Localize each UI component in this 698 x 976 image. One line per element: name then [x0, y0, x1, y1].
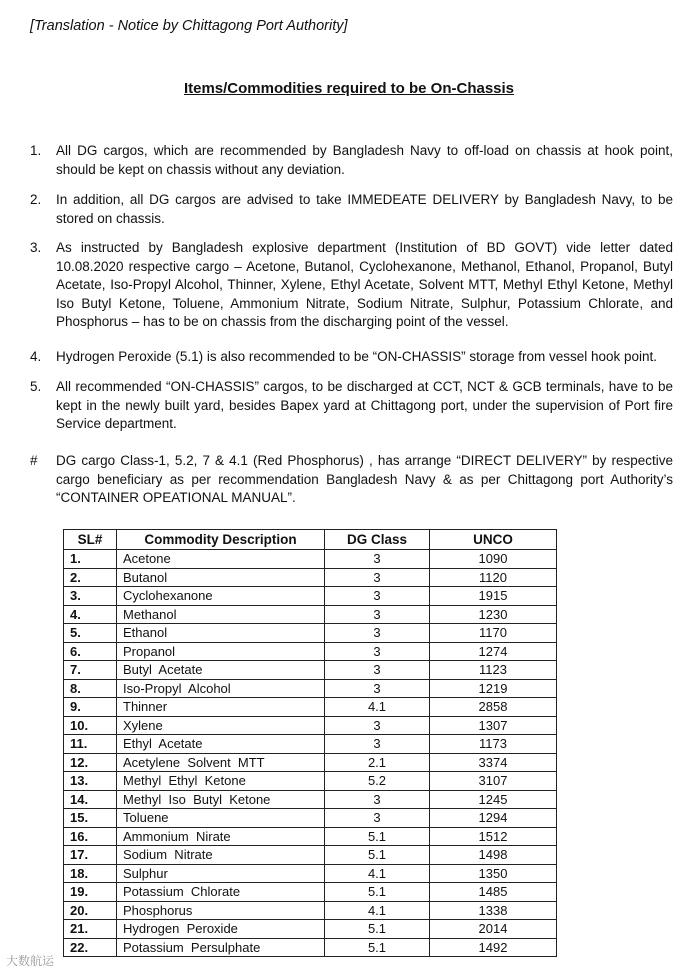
- cell-description: Cyclohexanone: [117, 587, 325, 606]
- commodity-table: [63, 529, 557, 957]
- cell-sl: 8.: [64, 679, 117, 698]
- cell-dg-class: 3: [325, 735, 430, 754]
- table-row: [64, 661, 557, 680]
- cell-unco: 1498: [430, 846, 557, 865]
- cell-dg-class: 5.1: [325, 846, 430, 865]
- table-row: [64, 735, 557, 754]
- cell-sl: 7.: [64, 661, 117, 680]
- cell-dg-class: 3: [325, 642, 430, 661]
- cell-unco: 1512: [430, 827, 557, 846]
- table-row: [64, 846, 557, 865]
- list-item: [30, 378, 673, 434]
- cell-unco: 1230: [430, 605, 557, 624]
- table-row: [64, 809, 557, 828]
- table-row: [64, 550, 557, 569]
- cell-description: Butyl Acetate: [117, 661, 325, 680]
- cell-description: Hydrogen Peroxide: [117, 920, 325, 939]
- cell-unco: 2858: [430, 698, 557, 717]
- cell-dg-class: 4.1: [325, 864, 430, 883]
- translation-note: [Translation - Notice by Chittagong Port Authority]: [30, 18, 348, 34]
- cell-description: Butanol: [117, 568, 325, 587]
- cell-unco: 1219: [430, 679, 557, 698]
- cell-unco: 1294: [430, 809, 557, 828]
- list-item: [30, 142, 673, 179]
- cell-unco: 1274: [430, 642, 557, 661]
- table-row: [64, 698, 557, 717]
- item-text: In addition, all DG cargos are advised to take IMMEDEATE DELIVERY by Bangladesh Navy, to be stored on chassis.: [56, 192, 673, 226]
- cell-sl: 1.: [64, 550, 117, 569]
- cell-sl: 18.: [64, 864, 117, 883]
- cell-description: Potassium Persulphate: [117, 938, 325, 957]
- cell-sl: 5.: [64, 624, 117, 643]
- cell-description: Acetone: [117, 550, 325, 569]
- cell-sl: 4.: [64, 605, 117, 624]
- document-title: Items/Commodities required to be On-Chassis: [183, 80, 515, 97]
- item-text: Hydrogen Peroxide (5.1) is also recommended to be “ON-CHASSIS” storage from vessel hook point.: [56, 349, 658, 364]
- item-number: #: [30, 453, 38, 468]
- cell-dg-class: 5.1: [325, 920, 430, 939]
- cell-unco: 1350: [430, 864, 557, 883]
- item-number: 2.: [30, 192, 42, 207]
- cell-unco: 1485: [430, 883, 557, 902]
- cell-description: Phosphorus: [117, 901, 325, 920]
- table-body: [64, 550, 557, 957]
- table-row: [64, 827, 557, 846]
- cell-unco: 1492: [430, 938, 557, 957]
- header-dg-class: DG Class: [325, 530, 430, 550]
- cell-sl: 22.: [64, 938, 117, 957]
- cell-description: Iso-Propyl Alcohol: [117, 679, 325, 698]
- table-row: [64, 772, 557, 791]
- table-row: [64, 920, 557, 939]
- table-row: [64, 716, 557, 735]
- cell-sl: 16.: [64, 827, 117, 846]
- table-row: [64, 568, 557, 587]
- cell-dg-class: 4.1: [325, 901, 430, 920]
- cell-description: Potassium Chlorate: [117, 883, 325, 902]
- item-text: DG cargo Class-1, 5.2, 7 & 4.1 (Red Phosphorus) , has arrange “DIRECT DELIVERY” by respective cargo beneficiary as per recommendation Bangladesh Navy & as per Chittagong port Authority’s “CONTAINER OPEATIONAL MANUAL”.: [56, 453, 673, 505]
- cell-dg-class: 5.2: [325, 772, 430, 791]
- cell-sl: 15.: [64, 809, 117, 828]
- table-row: [64, 883, 557, 902]
- table-row: [64, 605, 557, 624]
- table-row: [64, 587, 557, 606]
- item-number: 4.: [30, 349, 42, 364]
- cell-unco: 1338: [430, 901, 557, 920]
- list-item: [30, 239, 673, 332]
- cell-unco: 1120: [430, 568, 557, 587]
- watermark: 大数航运: [6, 954, 55, 968]
- cell-dg-class: 5.1: [325, 883, 430, 902]
- cell-description: Methyl Ethyl Ketone: [117, 772, 325, 791]
- cell-dg-class: 3: [325, 568, 430, 587]
- table-row: [64, 753, 557, 772]
- cell-sl: 11.: [64, 735, 117, 754]
- cell-description: Ammonium Nirate: [117, 827, 325, 846]
- cell-sl: 12.: [64, 753, 117, 772]
- item-text: All DG cargos, which are recommended by Bangladesh Navy to off-load on chassis at hook point, should be kept on chassis without any deviation.: [56, 143, 673, 177]
- cell-unco: 3107: [430, 772, 557, 791]
- cell-unco: 1245: [430, 790, 557, 809]
- cell-description: Thinner: [117, 698, 325, 717]
- cell-description: Toluene: [117, 809, 325, 828]
- cell-description: Xylene: [117, 716, 325, 735]
- cell-description: Ethyl Acetate: [117, 735, 325, 754]
- cell-sl: 21.: [64, 920, 117, 939]
- cell-description: Sodium Nitrate: [117, 846, 325, 865]
- table-row: [64, 790, 557, 809]
- cell-sl: 10.: [64, 716, 117, 735]
- cell-dg-class: 3: [325, 661, 430, 680]
- cell-description: Sulphur: [117, 864, 325, 883]
- cell-dg-class: 4.1: [325, 698, 430, 717]
- item-number: 1.: [30, 143, 42, 158]
- cell-dg-class: 3: [325, 587, 430, 606]
- cell-dg-class: 2.1: [325, 753, 430, 772]
- item-number: 5.: [30, 379, 42, 394]
- cell-dg-class: 5.1: [325, 827, 430, 846]
- cell-unco: 1915: [430, 587, 557, 606]
- header-sl: SL#: [64, 530, 117, 550]
- cell-unco: 1173: [430, 735, 557, 754]
- cell-sl: 6.: [64, 642, 117, 661]
- cell-dg-class: 3: [325, 605, 430, 624]
- cell-sl: 19.: [64, 883, 117, 902]
- cell-dg-class: 3: [325, 809, 430, 828]
- cell-unco: 2014: [430, 920, 557, 939]
- table-row: [64, 624, 557, 643]
- cell-sl: 14.: [64, 790, 117, 809]
- cell-dg-class: 5.1: [325, 938, 430, 957]
- list-item: [30, 452, 673, 508]
- list-item: [30, 191, 673, 228]
- cell-sl: 13.: [64, 772, 117, 791]
- table-row: [64, 938, 557, 957]
- cell-description: Propanol: [117, 642, 325, 661]
- table-row: [64, 642, 557, 661]
- cell-unco: 1170: [430, 624, 557, 643]
- cell-dg-class: 3: [325, 624, 430, 643]
- cell-sl: 9.: [64, 698, 117, 717]
- cell-sl: 2.: [64, 568, 117, 587]
- cell-dg-class: 3: [325, 790, 430, 809]
- header-description: Commodity Description: [117, 530, 325, 550]
- table-row: [64, 901, 557, 920]
- cell-description: Acetylene Solvent MTT: [117, 753, 325, 772]
- item-number: 3.: [30, 240, 42, 255]
- cell-sl: 20.: [64, 901, 117, 920]
- table-row: [64, 679, 557, 698]
- cell-sl: 17.: [64, 846, 117, 865]
- cell-dg-class: 3: [325, 679, 430, 698]
- cell-sl: 3.: [64, 587, 117, 606]
- cell-dg-class: 3: [325, 716, 430, 735]
- cell-unco: 3374: [430, 753, 557, 772]
- item-text: As instructed by Bangladesh explosive department (Institution of BD GOVT) vide letter dated 10.08.2020 respective cargo – Acetone, Butanol, Cyclohexanone, Methanol, Ethanol, Propanol, Butyl Acetate, Iso-Propyl Alcohol, Thinner, Xylene, Ethyl Acetate, Solvent MTT, Methyl Ethyl Ketone, Methyl Iso Butyl Ketone, Toluene, Ammonium Nitrate, Sodium Nitrate, Sulphur, Potassium Chlorate, and Phosphorus – has to be on chassis from the discharging point of the vessel.: [56, 240, 673, 329]
- cell-description: Methanol: [117, 605, 325, 624]
- table-row: [64, 864, 557, 883]
- table-header-row: [64, 530, 557, 550]
- cell-dg-class: 3: [325, 550, 430, 569]
- item-text: All recommended “ON-CHASSIS” cargos, to be discharged at CCT, NCT & GCB terminals, have to be kept in the newly built yard, besides Bapex yard at Chittagong port, under the supervision of Port fire Service department.: [56, 379, 673, 431]
- cell-description: Methyl Iso Butyl Ketone: [117, 790, 325, 809]
- cell-unco: 1123: [430, 661, 557, 680]
- cell-unco: 1307: [430, 716, 557, 735]
- list-item: [30, 348, 673, 367]
- cell-unco: 1090: [430, 550, 557, 569]
- cell-description: Ethanol: [117, 624, 325, 643]
- header-unco: UNCO: [430, 530, 557, 550]
